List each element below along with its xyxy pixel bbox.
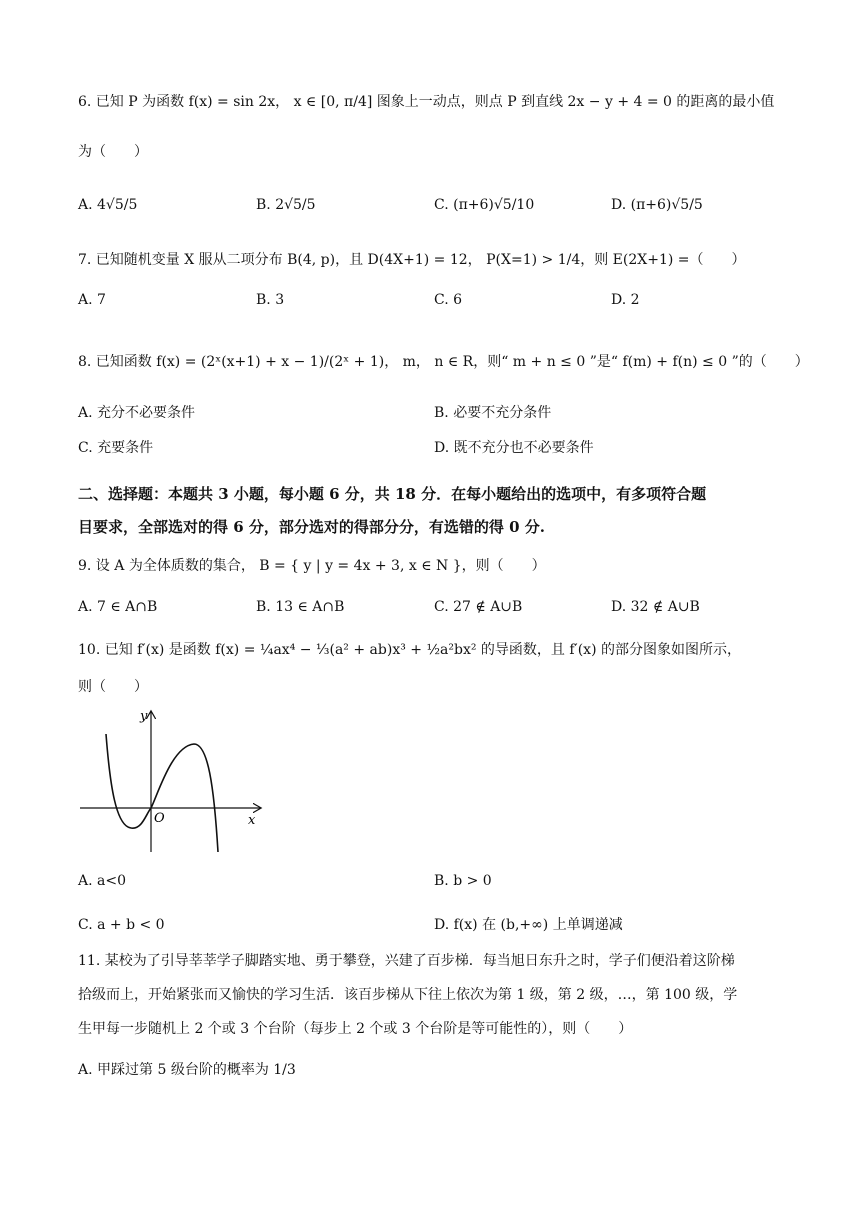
q10-stem-line2: 则（ ） (78, 679, 148, 695)
q10-option-a: A. a<0 (78, 873, 126, 889)
q9-option-d: D. 32 ∉ A∪B (611, 599, 700, 615)
q9-option-a: A. 7 ∈ A∩B (78, 599, 158, 615)
section2-heading-line1: 二、选择题：本题共 3 小题，每小题 6 分，共 18 分．在每小题给出的选项中，有多项符合题 (78, 485, 707, 503)
q10-option-d: D. f(x) 在 (b,+∞) 上单调递减 (434, 917, 623, 933)
q8-option-c: C. 充要条件 (78, 440, 154, 456)
q6-stem-line1: 6. 已知 P 为函数 f(x) = sin 2x， x ∈ [0, π/4] 图象上一动点，则点 P 到直线 2x − y + 4 = 0 的距离的最小值 (78, 94, 775, 110)
section2-heading-line2: 目要求，全部选对的得 6 分，部分选对的得部分分，有选错的得 0 分. (78, 518, 545, 536)
q9-stem: 9. 设 A 为全体质数的集合， B = { y | y = 4x + 3, x ∈ N }，则（ ） (78, 558, 546, 574)
q8-option-b: B. 必要不充分条件 (434, 405, 552, 421)
q9-option-c: C. 27 ∉ A∪B (434, 599, 523, 615)
q10-derivative-graph (76, 706, 276, 856)
q9-option-b: B. 13 ∈ A∩B (256, 599, 345, 615)
q11-line2: 拾级而上，开始紧张而又愉快的学习生活．该百步梯从下往上依次为第 1 级，第 2 级，…，第 100 级，学 (78, 987, 738, 1003)
origin-label: O (154, 811, 165, 826)
q6-option-c: C. (π+6)√5/10 (434, 197, 535, 213)
y-axis-label: y (140, 709, 148, 724)
q6-stem-line2: 为（ ） (78, 144, 148, 160)
q10-option-c: C. a + b < 0 (78, 917, 165, 933)
q7-option-d: D. 2 (611, 292, 640, 308)
q8-option-d: D. 既不充分也不必要条件 (434, 440, 594, 456)
q11-line1: 11. 某校为了引导莘莘学子脚踏实地、勇于攀登，兴建了百步梯．每当旭日东升之时，学子们便沿着这阶梯 (78, 953, 735, 969)
q6-option-b: B. 2√5/5 (256, 197, 316, 213)
q6-option-d: D. (π+6)√5/5 (611, 197, 703, 213)
q7-option-c: C. 6 (434, 292, 463, 308)
q11-option-a: A. 甲踩过第 5 级台阶的概率为 1/3 (78, 1062, 296, 1078)
q8-stem: 8. 已知函数 f(x) = (2ˣ(x+1) + x − 1)/(2ˣ + 1)， m， n ∈ R，则“ m + n ≤ 0 ”是“ f(m) + f(n) ≤ 0 ”的（ ） (78, 354, 809, 370)
q11-line3: 生甲每一步随机上 2 个或 3 个台阶（每步上 2 个或 3 个台阶是等可能性的），则（ ） (78, 1021, 633, 1037)
q7-option-a: A. 7 (78, 292, 106, 308)
x-axis-label: x (248, 813, 256, 828)
q10-stem-line1: 10. 已知 f′(x) 是函数 f(x) = ¼ax⁴ − ⅓(a² + ab)x³ + ½a²bx² 的导函数，且 f′(x) 的部分图象如图所示， (78, 642, 741, 658)
q6-option-a: A. 4√5/5 (78, 197, 138, 213)
derivative-curve (106, 734, 218, 852)
q7-option-b: B. 3 (256, 292, 285, 308)
q8-option-a: A. 充分不必要条件 (78, 405, 196, 421)
q10-option-b: B. b > 0 (434, 873, 492, 889)
q7-stem: 7. 已知随机变量 X 服从二项分布 B(4, p)，且 D(4X+1) = 12， P(X=1) > 1/4，则 E(2X+1) =（ ） (78, 252, 746, 268)
